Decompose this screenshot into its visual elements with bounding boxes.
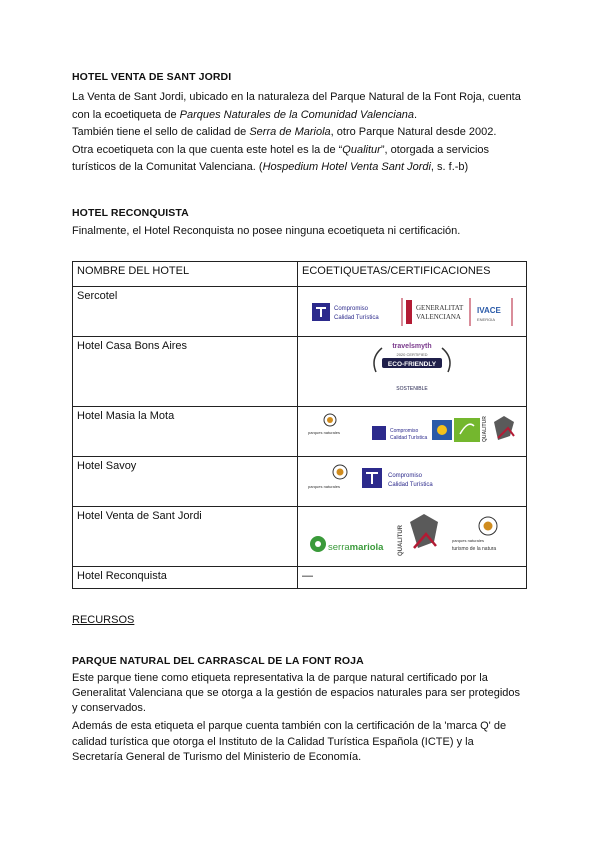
text-line: Generalitat Valenciana que se otorga a la gestión de espacios naturales para ser protegidos (72, 687, 521, 699)
paragraph-venta-sant-jordi (72, 89, 528, 177)
logo-text: ENERGIA (477, 317, 496, 322)
italic-text: Parques Naturales de la Comunidad Valenciana (179, 108, 415, 121)
logo-text: Calidad Turística (334, 315, 379, 321)
logo-text: ECO-FRIENDLY (387, 361, 437, 368)
hotel-name-cell: Hotel Venta de Sant Jordi (73, 507, 298, 567)
logo-text: Calidad Turística (388, 482, 433, 488)
logo-text: GENERALITAT (416, 304, 464, 312)
logo-text: 2020 CERTIFIED (396, 352, 428, 357)
italic-text: Hospedium Hotel Venta Sant Jordi (262, 161, 431, 173)
logo-text: QUALITUR (398, 525, 404, 556)
text-run: , s. f.-b) (430, 161, 469, 173)
cert-cell (298, 457, 527, 507)
text-line: Este parque tiene como etiqueta representativa la de parque natural certificado por la (72, 672, 488, 684)
paragraph-carrascal-2 (72, 719, 528, 766)
table-row (73, 457, 527, 507)
hotel-name-cell: Sercotel (73, 287, 298, 337)
cert-cell (298, 507, 527, 567)
text-run: Otra ecoetiqueta con la que cuenta este hotel es la de “ (72, 143, 343, 156)
sercotel-logos (302, 290, 522, 330)
italic-text: Serra de Mariola (249, 126, 331, 138)
hotel-name-cell: Hotel Savoy (73, 457, 298, 507)
text-line (72, 124, 528, 142)
logo-text: Compromiso (388, 473, 423, 479)
logo-text: IVACE (477, 306, 501, 315)
masia-mota-logos (302, 410, 522, 450)
savoy-logos (302, 460, 522, 500)
text-line: Además de esta etiqueta el parque cuenta también con la certificación de la 'marca Q' de (72, 720, 507, 732)
logo-text: travelsmyth (392, 343, 432, 350)
eco-friendly-logo (302, 340, 522, 400)
table-row (73, 567, 527, 589)
table-row (73, 287, 527, 337)
venta-sant-jordi-logos (302, 510, 522, 560)
logo-text: serramariola (328, 542, 384, 553)
text-line (72, 159, 528, 177)
logo-text: SOSTENIBLE (396, 386, 428, 392)
table-row (73, 507, 527, 567)
paragraph-reconquista: Finalmente, el Hotel Reconquista no posee ninguna ecoetiqueta ni certificación. (72, 225, 461, 237)
hotel-name-cell: Hotel Casa Bons Aires (73, 337, 298, 407)
logo-text: parques naturales (308, 484, 341, 489)
section-title-carrascal: PARQUE NATURAL DEL CARRASCAL DE LA FONT ROJA (72, 655, 364, 667)
table-row (73, 407, 527, 457)
section-title-venta-sant-jordi: HOTEL VENTA DE SANT JORDI (72, 71, 232, 83)
eu-organic-icon (454, 418, 480, 442)
logo-text: Compromiso (334, 306, 369, 312)
section-title-reconquista: HOTEL RECONQUISTA (72, 207, 189, 219)
text-line: Secretaría General de Turismo del Ministerio de Economía. (72, 751, 362, 763)
table-header-row (73, 262, 527, 287)
header-hotel-name: NOMBRE DEL HOTEL (73, 262, 298, 287)
text-line: La Venta de Sant Jordi, ubicado en la naturaleza del Parque Natural de la Font Roja, cuenta (72, 91, 521, 103)
logo-text: parques naturales (308, 430, 341, 435)
text-line: calidad turística que otorga el Instituto de la Calidad Turística Española (ICTE) y la (72, 735, 474, 748)
cert-cell: — (298, 567, 527, 589)
logo-text: Calidad Turística (390, 435, 428, 441)
text-line (72, 107, 528, 125)
recursos-heading: RECURSOS (72, 614, 135, 626)
text-run: turísticos de la Comunitat Valenciana. ( (72, 161, 263, 173)
logo-text: turismo de la natura (452, 546, 497, 552)
compromiso-calidad-icon (372, 426, 386, 440)
cert-cell (298, 407, 527, 457)
hotel-name-cell: Hotel Reconquista (73, 567, 298, 589)
text-run: con la ecoetiqueta de (72, 108, 180, 121)
logo-text: Compromiso (390, 428, 419, 434)
italic-text: Qualitur (342, 143, 381, 156)
text-run: ”, otorgada a servicios (380, 143, 490, 156)
logo-text: parques naturales (452, 538, 485, 543)
hotel-name-cell: Hotel Masia la Mota (73, 407, 298, 457)
qualitur-icon (494, 416, 514, 440)
text-line (72, 142, 528, 160)
generalitat-icon (406, 300, 412, 324)
text-run: También tiene el sello de calidad de (72, 126, 250, 138)
logo-text: QUALITUR (482, 416, 488, 442)
text-line: y conservados. (72, 702, 146, 714)
cert-cell (298, 337, 527, 407)
certifications-table (72, 261, 527, 589)
paragraph-carrascal-1 (72, 671, 528, 716)
cert-cell (298, 287, 527, 337)
text-run: . (414, 108, 418, 121)
logo-text: VALENCIANA (416, 313, 461, 321)
text-run: , otro Parque Natural desde 2002. (330, 126, 497, 138)
header-certifications: ECOETIQUETAS/CERTIFICACIONES (298, 262, 527, 287)
table-row (73, 337, 527, 407)
